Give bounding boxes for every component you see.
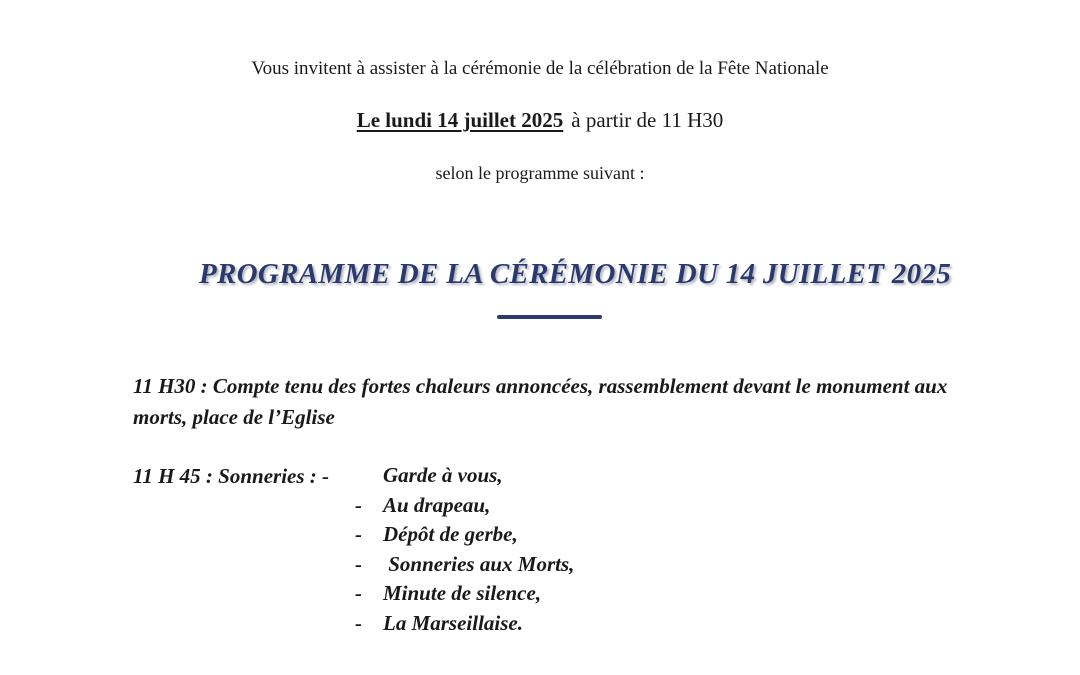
list-dash: - <box>355 492 362 517</box>
list-dash: - <box>355 581 362 605</box>
list-dash: - <box>355 522 362 546</box>
event-start-time: à partir de 11 H30 <box>571 108 724 132</box>
sonneries-item-label: Minute de silence, <box>383 581 542 605</box>
sonneries-item <box>355 609 574 639</box>
invitation-text: Vous invitent à assister à la cérémonie de la célébration de la Fête Nationale <box>251 58 829 79</box>
sonneries-item <box>355 550 574 580</box>
sonneries-item <box>355 520 574 550</box>
sonneries-list <box>355 461 574 638</box>
sonneries-item-label: Garde à vous, <box>383 463 503 487</box>
list-dash: - <box>355 610 362 635</box>
date-line <box>0 108 1080 133</box>
sonneries-item <box>355 461 574 491</box>
sonneries-item-label: La Marseillaise. <box>383 610 523 635</box>
sonneries-item-label: Sonneries aux Morts, <box>383 551 575 576</box>
program-title: PROGRAMME DE LA CÉRÉMONIE DU 14 JUILLET 2025 <box>198 258 951 290</box>
title-underline-divider <box>497 315 602 319</box>
program-intro-text: selon le programme suivant : <box>435 163 645 183</box>
sonneries-item-label: Dépôt de gerbe, <box>383 522 518 546</box>
list-dash: - <box>355 551 362 576</box>
program-entry-1130: 11 H30 : Compte tenu des fortes chaleurs annoncées, rassemblement devant le monument aux morts, place de l’Eglise <box>133 374 948 429</box>
program-entry-1145-heading: 11 H 45 : Sonneries : - <box>133 464 330 488</box>
sonneries-item <box>355 579 574 609</box>
sonneries-item-label: Au drapeau, <box>383 492 491 517</box>
event-date: Le lundi 14 juillet 2025 <box>356 108 564 132</box>
sonneries-item <box>355 491 574 521</box>
